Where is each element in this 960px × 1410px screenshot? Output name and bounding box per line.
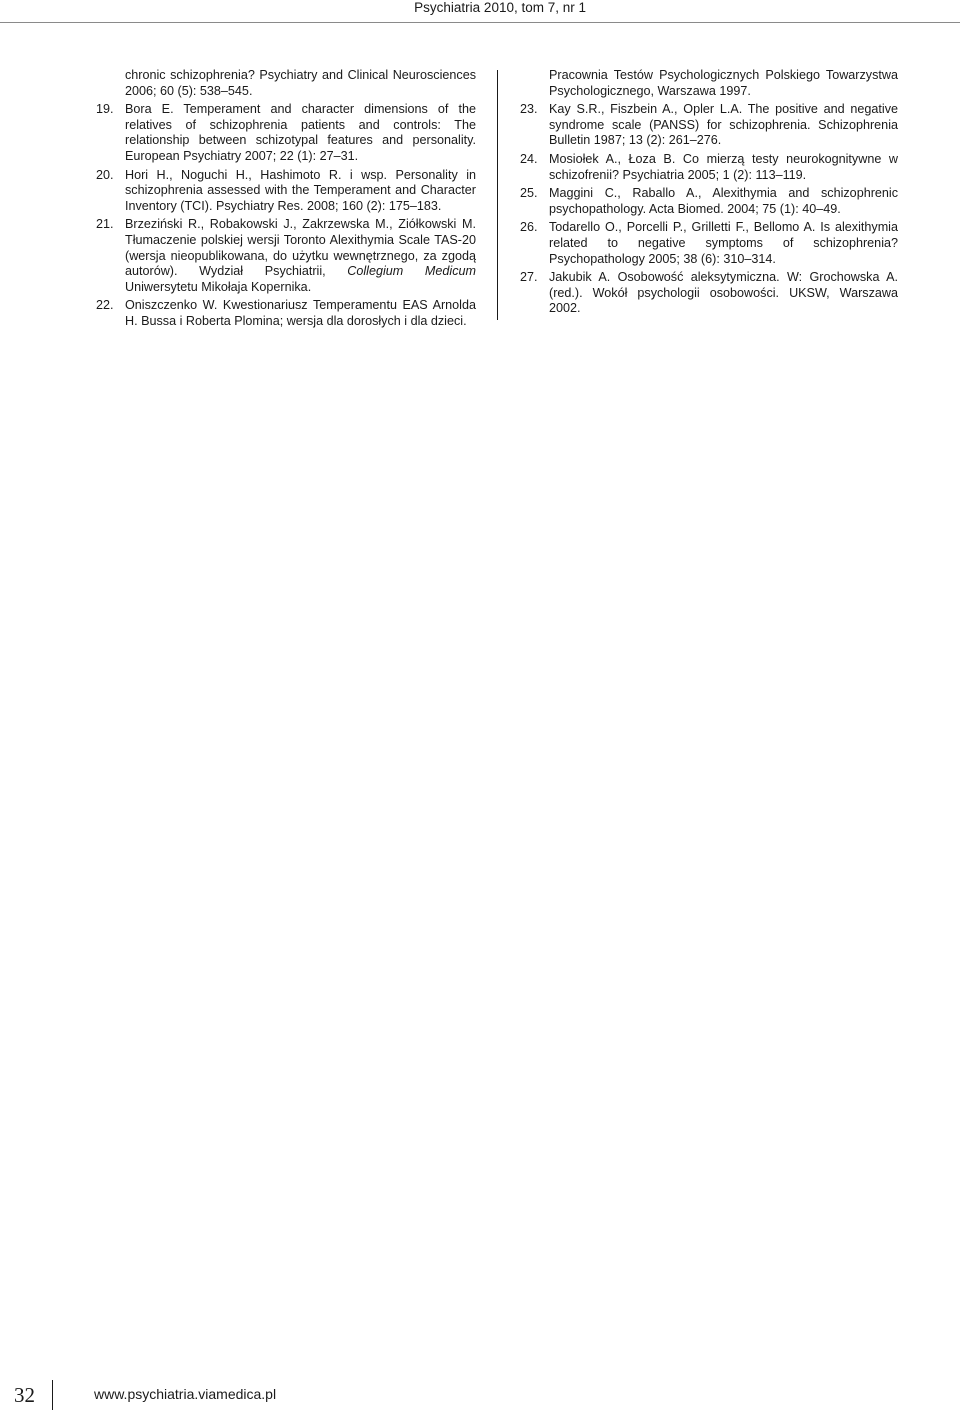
column-divider <box>497 70 498 320</box>
reference-number: 27. <box>520 270 538 285</box>
reference-26 <box>520 220 898 267</box>
reference-number: 19. <box>96 102 114 117</box>
journal-title: Psychiatria 2010, tom 7, nr 1 <box>414 0 586 15</box>
reference-24 <box>520 152 898 183</box>
reference-number: 22. <box>96 298 114 313</box>
reference-23 <box>520 102 898 149</box>
reference-text: Maggini C., Raballo A., Alexithymia and schizophrenic psychopathology. Acta Biomed. 2004; 75 (1): 40–49. <box>549 186 898 216</box>
reference-continuation: Pracownia Testów Psychologicznych Polskiego Towarzystwa Psychologicznego, Warszawa 1997. <box>549 68 898 98</box>
reference-text: Oniszczenko W. Kwestionariusz Temperamentu EAS Arnolda H. Bussa i Roberta Plomina; wersja dla dorosłych i dla dzieci. <box>125 298 476 328</box>
reference-number: 21. <box>96 217 114 232</box>
references-left-column <box>96 68 476 330</box>
reference-22 <box>96 298 476 329</box>
footer-divider <box>52 1380 53 1410</box>
reference-25 <box>520 186 898 217</box>
reference-20 <box>96 168 476 215</box>
reference-text: Hori H., Noguchi H., Hashimoto R. i wsp. Personality in schizophrenia assessed with the Temperament and Character Inventory (TCI). Psychiatry Res. 2008; 160 (2): 175–183. <box>125 167 476 213</box>
reference-number: 25. <box>520 186 538 201</box>
reference-text: Kay S.R., Fiszbein A., Opler L.A. The positive and negative syndrome scale (PANSS) for schizophrenia. Schizophrenia Bulletin 1987; 13 (2): 261–276. <box>549 102 898 148</box>
reference-number: 24. <box>520 151 538 166</box>
reference-text: Brzeziński R., Robakowski J., Zakrzewska M., Ziółkowski M. Tłumaczenie polskiej wersji Toronto Alexithymia Scale TAS-20 (wersja nieopublikowana, do użytku wewnętrznego, za zgodą autorów). Wydział Psychiatrii, Collegium Medicum Uniwersytetu Mikołaja Kopernika. <box>125 217 476 294</box>
running-header <box>0 0 960 23</box>
reference-number: 26. <box>520 220 538 235</box>
reference-21 <box>96 217 476 295</box>
page-number: 32 <box>14 1383 35 1407</box>
reference-27 <box>520 270 898 317</box>
reference-italic: Collegium Medicum <box>347 264 476 279</box>
reference-text: Bora E. Temperament and character dimensions of the relatives of schizophrenia patients and controls: The relationship between schizotypal features and personality. European Psychiatry 2007; 22 (1): 27–31. <box>125 102 476 163</box>
reference-text: Mosiołek A., Łoza B. Co mierzą testy neurokognitywne w schizofrenii? Psychiatria 2005; 1 (2): 113–119. <box>549 151 898 182</box>
reference-number: 20. <box>96 167 114 182</box>
reference-continuation: chronic schizophrenia? Psychiatry and Clinical Neurosciences 2006; 60 (5): 538–545. <box>125 68 476 98</box>
footer-url: www.psychiatria.viamedica.pl <box>94 1386 277 1402</box>
reference-19 <box>96 102 476 164</box>
reference-text: Jakubik A. Osobowość aleksytymiczna. W: Grochowska A. (red.). Wokół psychologii osobowości. UKSW, Warszawa 2002. <box>549 270 898 316</box>
reference-text: Todarello O., Porcelli P., Grilletti F., Bellomo A. Is alexithymia related to negative symptoms of schizophrenia? Psychopathology 2005; 38 (6): 310–314. <box>549 220 898 266</box>
reference-number: 23. <box>520 102 538 117</box>
references-right-column <box>520 68 898 317</box>
